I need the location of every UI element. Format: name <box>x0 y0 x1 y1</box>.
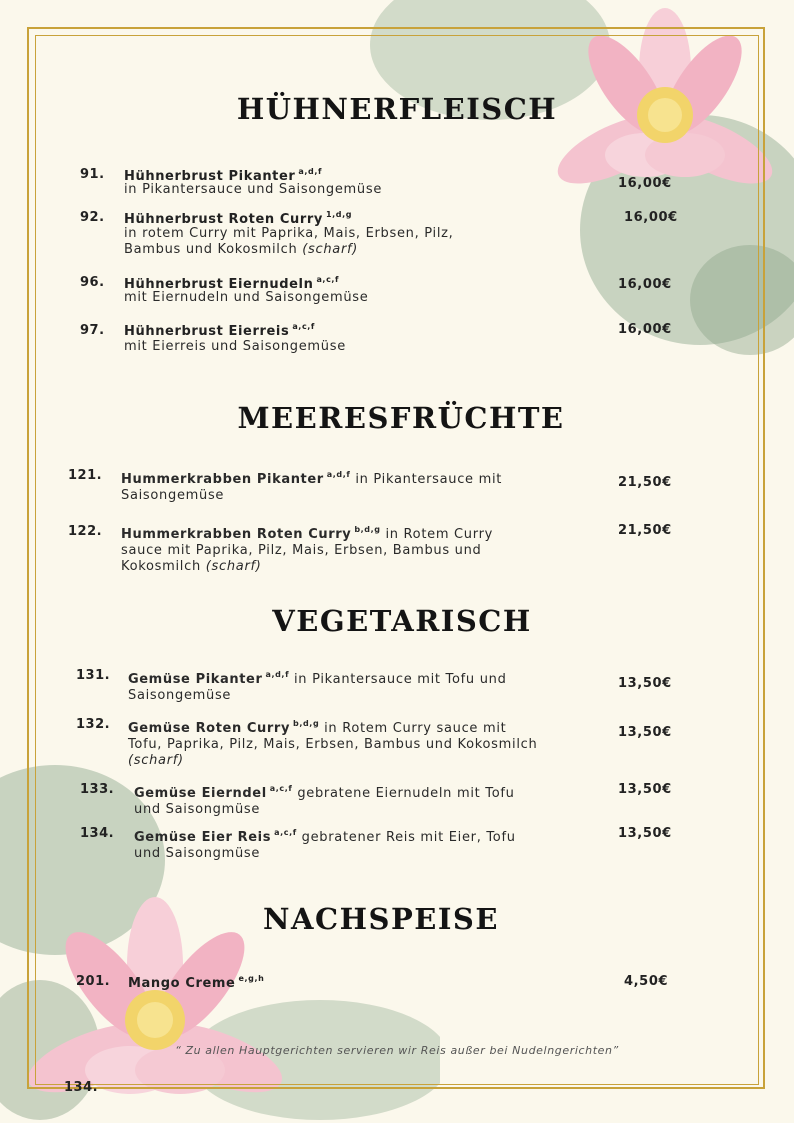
item-number: 97. <box>80 323 105 338</box>
item-description: Hummerkrabben Pikanter $^{a,d,f}$ in Pikantersauce mit Saisongemüse <box>121 470 503 503</box>
section-title-nachspeise: NACHSPEISE <box>263 902 499 936</box>
item-name: Hühnerbrust Eierreis $^{a,c,f}$ <box>124 322 316 339</box>
spicy-note: (scharf) <box>302 242 359 257</box>
allergen-codes: a,c,f <box>274 828 297 837</box>
item-number: 134. <box>80 826 115 841</box>
item-price: 13,50€ <box>618 676 672 691</box>
allergen-codes: b,d,g <box>354 525 381 534</box>
item-name: Mango Creme $^{e,g,h}$ <box>128 974 265 991</box>
item-price: 16,00€ <box>618 322 672 337</box>
item-description: Gemüse Pikanter $^{a,d,f}$ in Pikantersauce mit Tofu und Saisongemüse <box>128 670 507 703</box>
item-price: 21,50€ <box>618 523 672 538</box>
section-title-vegetarisch: VEGETARISCH <box>272 604 532 638</box>
item-number: 133. <box>80 782 115 797</box>
section-title-meeresfruechte: MEERESFRÜCHTE <box>237 401 565 435</box>
item-price: 4,50€ <box>624 974 669 989</box>
item-description: mit Eierreis und Saisongemüse <box>124 339 346 354</box>
allergen-codes: b,d,g <box>293 719 320 728</box>
item-price: 13,50€ <box>618 826 672 841</box>
allergen-codes: e,g,h <box>238 974 265 983</box>
allergen-codes: a,c,f <box>316 275 340 284</box>
section-title-huehnerfleisch: HÜHNERFLEISCH <box>236 92 558 126</box>
item-description: mit Eiernudeln und Saisongemüse <box>124 290 369 305</box>
allergen-codes: a,d,f <box>326 470 351 479</box>
item-description: in rotem Curry mit Paprika, Mais, Erbsen, Pilz, Bambus und Kokosmilch (scharf) <box>124 226 454 257</box>
item-description: Gemüse Eier Reis $^{a,c,f}$ gebratener Reis mit Eier, Tofu und Saisongmüse <box>134 828 516 861</box>
item-number: 121. <box>68 468 103 483</box>
item-number: 201. <box>76 974 111 989</box>
footnote: “ Zu allen Hauptgerichten servieren wir Reis außer bei Nudelngerichten” <box>175 1044 619 1057</box>
allergen-codes: a,c,f <box>292 322 316 331</box>
item-number: 91. <box>80 167 105 182</box>
item-description: Hummerkrabben Roten Curry $^{b,d,g}$ in Rotem Curry sauce mit Paprika, Pilz, Mais, Erbsen, Bambus und Kokosmilch (scharf) <box>121 525 494 574</box>
item-name: Gemüse Roten Curry $^{b,d,g}$ <box>128 719 320 736</box>
spicy-note: (scharf) <box>128 753 184 768</box>
allergen-codes: a,d,f <box>265 670 290 679</box>
item-name: Gemüse Eierndel $^{a,c,f}$ <box>134 784 293 801</box>
item-price: 16,00€ <box>618 277 672 292</box>
item-name: Gemüse Pikanter $^{a,d,f}$ <box>128 670 290 687</box>
spicy-note: (scharf) <box>205 559 262 574</box>
item-name: Hummerkrabben Pikanter $^{a,d,f}$ <box>121 470 351 487</box>
item-description: Gemüse Roten Curry $^{b,d,g}$ in Rotem Curry sauce mit Tofu, Paprika, Pilz, Mais, Erbsen, Bambus und Kokosmilch (scharf) <box>128 719 538 768</box>
item-price: 21,50€ <box>618 475 672 490</box>
item-price: 16,00€ <box>624 210 678 225</box>
item-number: 96. <box>80 275 105 290</box>
item-name: Hühnerbrust Roten Curry $^{1,d,g}$ <box>124 210 353 227</box>
item-name: Hühnerbrust Eiernudeln $^{a,c,f}$ <box>124 275 340 292</box>
item-number: 132. <box>76 717 111 732</box>
item-number: 122. <box>68 524 103 539</box>
item-price: 13,50€ <box>618 725 672 740</box>
item-price: 16,00€ <box>618 176 672 191</box>
item-description: in Pikantersauce und Saisongemüse <box>124 182 383 197</box>
item-description: Gemüse Eierndel $^{a,c,f}$ gebratene Eiernudeln mit Tofu und Saisongmüse <box>134 784 515 817</box>
allergen-codes: 1,d,g <box>325 210 353 219</box>
allergen-codes: a,c,f <box>269 784 293 793</box>
item-number: 92. <box>80 210 105 225</box>
item-price: 13,50€ <box>618 782 672 797</box>
item-name: Hummerkrabben Roten Curry $^{b,d,g}$ <box>121 525 381 542</box>
item-name: Gemüse Eier Reis $^{a,c,f}$ <box>134 828 297 845</box>
stray-item-number: 134. <box>64 1080 99 1095</box>
allergen-codes: a,d,f <box>298 167 323 176</box>
item-number: 131. <box>76 668 111 683</box>
item-name: Hühnerbrust Pikanter $^{a,d,f}$ <box>124 167 323 184</box>
